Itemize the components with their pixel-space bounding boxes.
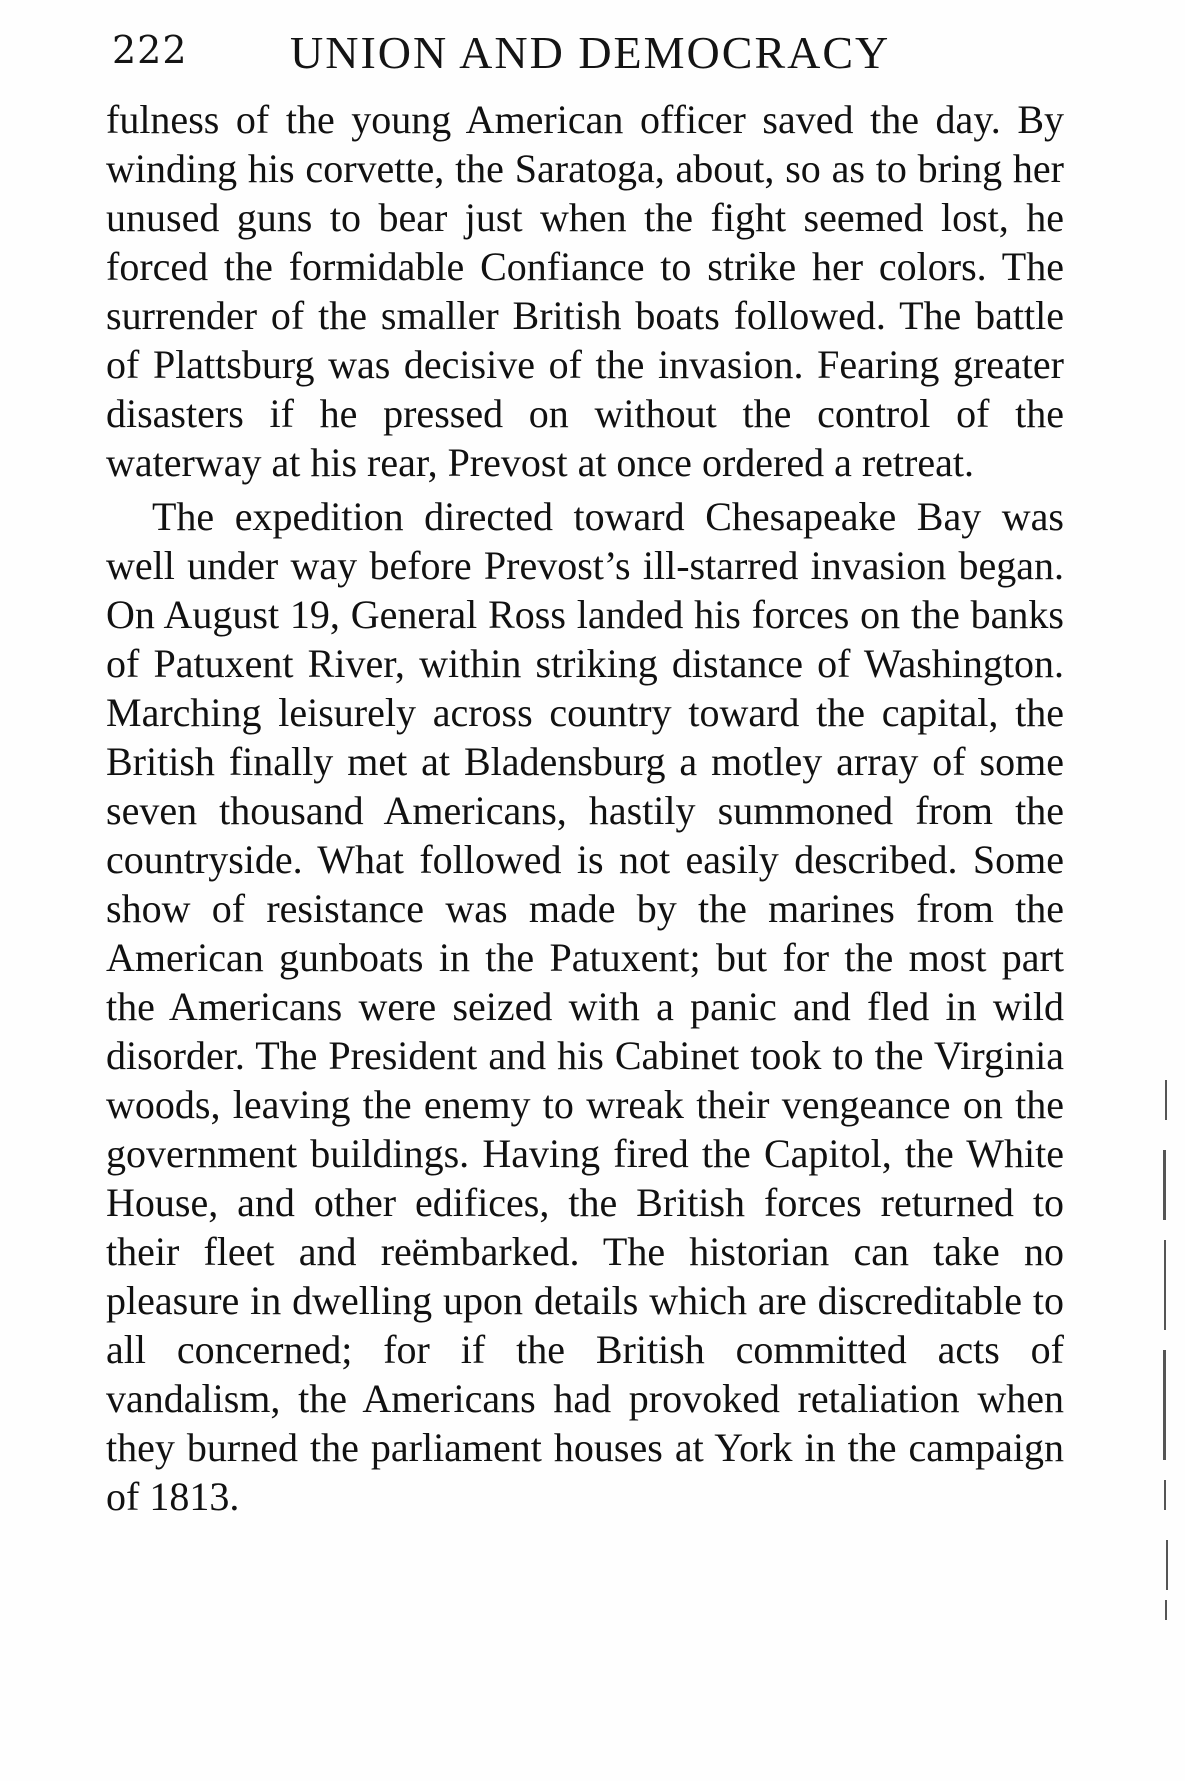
scan-mark: [1165, 1600, 1167, 1620]
scan-mark: [1164, 1480, 1166, 1510]
page-number: 222: [112, 28, 188, 72]
paragraph-continued: fulness of the young American officer saved the day. By winding his corvette, the Saratoga, about, so as to bring her unused guns to bear just when the fight seemed lost, he forced the formidable Confiance to strike her colors. The surrender of the smaller British boats followed. The battle of Plattsburg was decisive of the invasion. Fearing greater disasters if he pressed on without the control of the waterway at his rear, Prevost at once ordered a retreat.: [106, 97, 1064, 485]
scan-mark: [1166, 1540, 1168, 1590]
body-text: [106, 95, 1064, 1521]
margin-scan-marks: [1145, 0, 1185, 1781]
scan-mark: [1164, 1240, 1166, 1330]
book-title: UNION AND DEMOCRACY: [290, 27, 891, 78]
scan-mark: [1165, 1080, 1167, 1120]
scan-mark: [1163, 1350, 1166, 1460]
paragraph-chesapeake: The expedition directed toward Chesapeake Bay was well under way before Prevost’s ill-starred invasion began. On August 19, General Ross landed his forces on the banks of Patuxent River, within striking distance of Washington. Marching leisurely across country toward the capital, the British finally met at Bladensburg a motley array of some seven thousand Americans, hastily summoned from the countryside. What followed is not easily described. Some show of resistance was made by the marines from the American gunboats in the Patuxent; but for the most part the Americans were seized with a panic and fled in wild disorder. The President and his Cabinet took to the Virginia woods, leaving the enemy to wreak their vengeance on the government buildings. Having fired the Capitol, the White House, and other edifices, the British forces returned to their fleet and reëmbarked. The historian can take no pleasure in dwelling upon details which are discreditable to all concerned; for if the British committed acts of vandalism, the Americans had provoked retaliation when they burned the parliament houses at York in the campaign of 1813.: [106, 494, 1064, 1519]
scan-mark: [1163, 1150, 1166, 1220]
running-head: [112, 26, 1072, 86]
